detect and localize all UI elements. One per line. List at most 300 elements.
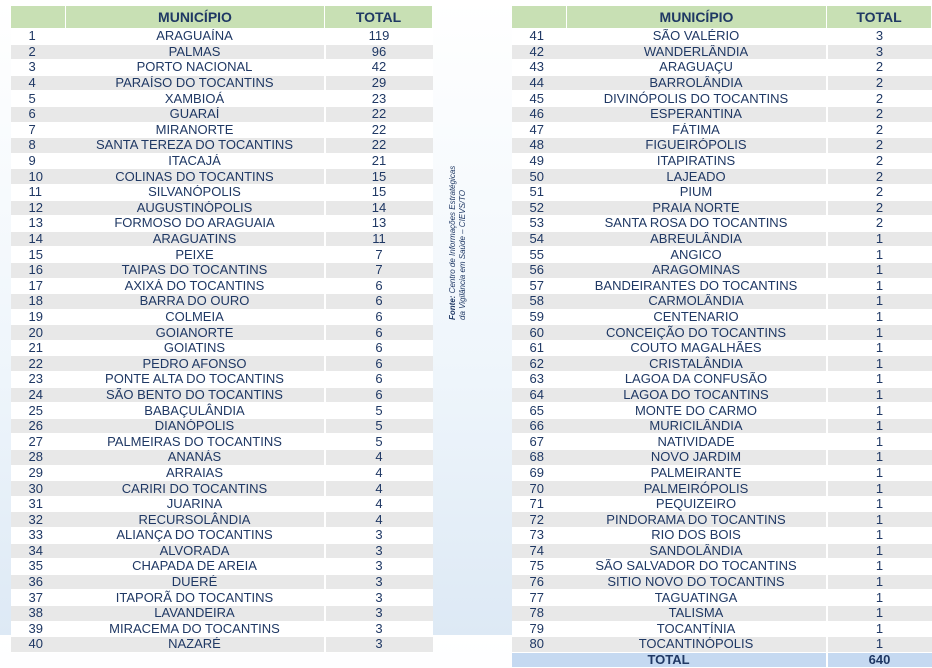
row-number: 80 <box>512 637 567 653</box>
table-row <box>512 418 932 434</box>
row-total: 29 <box>325 75 433 91</box>
row-municipio: NAZARÉ <box>66 637 325 653</box>
row-total: 1 <box>827 574 932 590</box>
row-municipio: PRAIA NORTE <box>567 200 827 216</box>
row-number: 54 <box>512 231 567 247</box>
row-number: 47 <box>512 122 567 138</box>
row-number: 59 <box>512 309 567 325</box>
table-row <box>512 216 932 232</box>
table-row <box>512 528 932 544</box>
table-row <box>512 340 932 356</box>
header-municipio: MUNICÍPIO <box>66 6 325 29</box>
row-municipio: SANDOLÂNDIA <box>567 543 827 559</box>
row-total: 21 <box>325 153 433 169</box>
row-number: 18 <box>11 294 66 310</box>
row-municipio: SANTA ROSA DO TOCANTINS <box>567 216 827 232</box>
row-number: 64 <box>512 387 567 403</box>
header-row <box>11 6 433 29</box>
table-right <box>511 5 932 668</box>
row-number: 32 <box>11 512 66 528</box>
row-number: 36 <box>11 574 66 590</box>
row-total: 1 <box>827 340 932 356</box>
table-row <box>512 403 932 419</box>
row-number: 27 <box>11 434 66 450</box>
table-row <box>512 574 932 590</box>
row-number: 22 <box>11 356 66 372</box>
row-total: 2 <box>827 60 932 76</box>
row-number: 23 <box>11 372 66 388</box>
table-row <box>11 44 433 60</box>
table-row <box>11 543 433 559</box>
row-number: 7 <box>11 122 66 138</box>
row-municipio: JUARINA <box>66 496 325 512</box>
table-row <box>512 91 932 107</box>
row-total: 4 <box>325 450 433 466</box>
row-total: 2 <box>827 153 932 169</box>
row-number: 41 <box>512 29 567 45</box>
table-row <box>11 106 433 122</box>
row-total: 3 <box>325 528 433 544</box>
table-row <box>512 29 932 45</box>
row-number: 76 <box>512 574 567 590</box>
right-body <box>512 29 932 653</box>
row-municipio: ITAPIRATINS <box>567 153 827 169</box>
row-municipio: SANTA TEREZA DO TOCANTINS <box>66 138 325 154</box>
header-num <box>512 6 567 29</box>
table-row <box>512 294 932 310</box>
source-note <box>448 120 468 320</box>
table-row <box>11 605 433 621</box>
row-municipio: NATIVIDADE <box>567 434 827 450</box>
row-number: 19 <box>11 309 66 325</box>
row-municipio: ESPERANTINA <box>567 106 827 122</box>
row-total: 13 <box>325 216 433 232</box>
row-total: 3 <box>325 605 433 621</box>
row-number: 28 <box>11 450 66 466</box>
source-line2: da Vigilância em Saúde – CIEVS/TO <box>458 190 467 320</box>
row-total: 1 <box>827 262 932 278</box>
row-number: 44 <box>512 75 567 91</box>
row-municipio: TALISMA <box>567 605 827 621</box>
row-municipio: ARAGUATINS <box>66 231 325 247</box>
row-municipio: PALMEIRANTE <box>567 465 827 481</box>
row-municipio: LAJEADO <box>567 169 827 185</box>
row-number: 17 <box>11 278 66 294</box>
table-row <box>512 231 932 247</box>
row-number: 13 <box>11 216 66 232</box>
row-municipio: CENTENARIO <box>567 309 827 325</box>
row-total: 2 <box>827 91 932 107</box>
row-total: 1 <box>827 450 932 466</box>
row-municipio: ALIANÇA DO TOCANTINS <box>66 528 325 544</box>
table-row <box>11 169 433 185</box>
row-total: 6 <box>325 372 433 388</box>
row-municipio: WANDERLÂNDIA <box>567 44 827 60</box>
row-municipio: LAGOA DA CONFUSÃO <box>567 372 827 388</box>
row-municipio: ARAGOMINAS <box>567 262 827 278</box>
row-total: 1 <box>827 231 932 247</box>
row-number: 4 <box>11 75 66 91</box>
table-row <box>512 138 932 154</box>
table-row <box>11 200 433 216</box>
header-num <box>11 6 66 29</box>
row-number: 55 <box>512 247 567 263</box>
row-total: 1 <box>827 465 932 481</box>
table-row <box>512 309 932 325</box>
row-total: 96 <box>325 44 433 60</box>
row-number: 31 <box>11 496 66 512</box>
row-municipio: DIVINÓPOLIS DO TOCANTINS <box>567 91 827 107</box>
row-number: 5 <box>11 91 66 107</box>
row-total: 3 <box>827 29 932 45</box>
table-row <box>512 44 932 60</box>
total-value: 640 <box>827 652 932 667</box>
row-total: 15 <box>325 184 433 200</box>
total-label: TOTAL <box>512 652 827 667</box>
row-municipio: CARMOLÂNDIA <box>567 294 827 310</box>
table-row <box>512 278 932 294</box>
row-total: 22 <box>325 106 433 122</box>
row-number: 71 <box>512 496 567 512</box>
row-number: 21 <box>11 340 66 356</box>
row-municipio: MIRACEMA DO TOCANTINS <box>66 621 325 637</box>
table-row <box>512 372 932 388</box>
row-municipio: MONTE DO CARMO <box>567 403 827 419</box>
row-municipio: MURICILÂNDIA <box>567 418 827 434</box>
row-municipio: PEDRO AFONSO <box>66 356 325 372</box>
row-number: 70 <box>512 481 567 497</box>
table-row <box>512 106 932 122</box>
row-number: 56 <box>512 262 567 278</box>
row-municipio: AUGUSTINÓPOLIS <box>66 200 325 216</box>
row-total: 1 <box>827 294 932 310</box>
row-municipio: CHAPADA DE AREIA <box>66 559 325 575</box>
row-number: 68 <box>512 450 567 466</box>
row-total: 2 <box>827 122 932 138</box>
row-number: 40 <box>11 637 66 653</box>
row-municipio: ITACAJÁ <box>66 153 325 169</box>
row-total: 7 <box>325 247 433 263</box>
row-total: 1 <box>827 559 932 575</box>
row-municipio: ARRAIAS <box>66 465 325 481</box>
row-total: 11 <box>325 231 433 247</box>
row-number: 39 <box>11 621 66 637</box>
row-municipio: PEIXE <box>66 247 325 263</box>
row-number: 30 <box>11 481 66 497</box>
row-municipio: TAIPAS DO TOCANTINS <box>66 262 325 278</box>
row-total: 2 <box>827 138 932 154</box>
row-municipio: FORMOSO DO ARAGUAIA <box>66 216 325 232</box>
row-municipio: GOIANORTE <box>66 325 325 341</box>
row-number: 10 <box>11 169 66 185</box>
table-row <box>11 434 433 450</box>
table-row <box>11 122 433 138</box>
row-number: 2 <box>11 44 66 60</box>
row-number: 9 <box>11 153 66 169</box>
row-number: 46 <box>512 106 567 122</box>
table-row <box>11 75 433 91</box>
table-row <box>11 465 433 481</box>
row-municipio: COLMEIA <box>66 309 325 325</box>
row-total: 14 <box>325 200 433 216</box>
row-total: 2 <box>827 200 932 216</box>
table-row <box>11 325 433 341</box>
row-number: 60 <box>512 325 567 341</box>
table-row <box>11 340 433 356</box>
row-municipio: ITAPORÃ DO TOCANTINS <box>66 590 325 606</box>
row-number: 20 <box>11 325 66 341</box>
row-total: 6 <box>325 340 433 356</box>
row-total: 3 <box>325 574 433 590</box>
table-row <box>11 528 433 544</box>
table-row <box>512 465 932 481</box>
table-row <box>11 278 433 294</box>
row-total: 1 <box>827 387 932 403</box>
table-row <box>512 590 932 606</box>
row-municipio: BARRA DO OURO <box>66 294 325 310</box>
table-row <box>512 543 932 559</box>
row-total: 5 <box>325 434 433 450</box>
row-number: 12 <box>11 200 66 216</box>
row-municipio: PONTE ALTA DO TOCANTINS <box>66 372 325 388</box>
row-number: 8 <box>11 138 66 154</box>
row-municipio: ABREULÂNDIA <box>567 231 827 247</box>
table-row <box>512 262 932 278</box>
row-number: 49 <box>512 153 567 169</box>
table-row <box>11 481 433 497</box>
row-number: 34 <box>11 543 66 559</box>
table-row <box>512 122 932 138</box>
row-number: 66 <box>512 418 567 434</box>
row-total: 3 <box>325 637 433 653</box>
row-total: 7 <box>325 262 433 278</box>
row-total: 6 <box>325 387 433 403</box>
row-number: 73 <box>512 528 567 544</box>
row-total: 15 <box>325 169 433 185</box>
row-total: 1 <box>827 543 932 559</box>
row-municipio: PARAÍSO DO TOCANTINS <box>66 75 325 91</box>
row-number: 29 <box>11 465 66 481</box>
row-total: 4 <box>325 512 433 528</box>
row-total: 1 <box>827 637 932 653</box>
row-number: 24 <box>11 387 66 403</box>
row-number: 15 <box>11 247 66 263</box>
row-number: 26 <box>11 418 66 434</box>
row-number: 65 <box>512 403 567 419</box>
header-municipio: MUNICÍPIO <box>567 6 827 29</box>
row-number: 61 <box>512 340 567 356</box>
row-municipio: ANANÁS <box>66 450 325 466</box>
row-municipio: TOCANTÍNIA <box>567 621 827 637</box>
table-row <box>11 559 433 575</box>
table-row <box>512 75 932 91</box>
row-municipio: ARAGUAÍNA <box>66 29 325 45</box>
row-municipio: DIANÓPOLIS <box>66 418 325 434</box>
row-municipio: COUTO MAGALHÃES <box>567 340 827 356</box>
table-row <box>11 247 433 263</box>
table-row <box>512 184 932 200</box>
source-line1: Centro de Informações Estratégicas <box>448 165 457 294</box>
table-row <box>11 621 433 637</box>
row-total: 2 <box>827 106 932 122</box>
table-row <box>11 590 433 606</box>
table-row <box>11 60 433 76</box>
row-total: 22 <box>325 138 433 154</box>
table-row <box>11 356 433 372</box>
row-municipio: PORTO NACIONAL <box>66 60 325 76</box>
row-municipio: ARAGUAÇU <box>567 60 827 76</box>
row-total: 3 <box>325 621 433 637</box>
row-total: 6 <box>325 278 433 294</box>
row-municipio: BARROLÂNDIA <box>567 75 827 91</box>
row-total: 1 <box>827 496 932 512</box>
total-row <box>512 652 932 667</box>
table-row <box>512 153 932 169</box>
table-row <box>11 309 433 325</box>
row-number: 48 <box>512 138 567 154</box>
row-total: 1 <box>827 590 932 606</box>
table-row <box>11 91 433 107</box>
row-number: 11 <box>11 184 66 200</box>
row-municipio: SILVANÓPOLIS <box>66 184 325 200</box>
row-number: 6 <box>11 106 66 122</box>
row-municipio: MIRANORTE <box>66 122 325 138</box>
table-row <box>512 387 932 403</box>
row-number: 16 <box>11 262 66 278</box>
row-total: 1 <box>827 434 932 450</box>
header-total: TOTAL <box>325 6 433 29</box>
table-row <box>512 559 932 575</box>
row-municipio: SÃO VALÉRIO <box>567 29 827 45</box>
row-number: 42 <box>512 44 567 60</box>
table-row <box>11 372 433 388</box>
row-number: 52 <box>512 200 567 216</box>
row-number: 74 <box>512 543 567 559</box>
row-number: 75 <box>512 559 567 575</box>
row-municipio: PEQUIZEIRO <box>567 496 827 512</box>
row-total: 1 <box>827 418 932 434</box>
row-total: 2 <box>827 184 932 200</box>
row-number: 72 <box>512 512 567 528</box>
row-total: 1 <box>827 621 932 637</box>
source-prefix: Fonte: <box>448 295 457 320</box>
row-total: 3 <box>325 543 433 559</box>
row-municipio: CARIRI DO TOCANTINS <box>66 481 325 497</box>
row-municipio: ALVORADA <box>66 543 325 559</box>
row-total: 2 <box>827 216 932 232</box>
row-total: 1 <box>827 278 932 294</box>
row-municipio: FIGUEIRÓPOLIS <box>567 138 827 154</box>
table-row <box>11 29 433 45</box>
row-municipio: TOCANTINÓPOLIS <box>567 637 827 653</box>
table-row <box>11 574 433 590</box>
table-row <box>11 294 433 310</box>
row-total: 1 <box>827 247 932 263</box>
row-municipio: RIO DOS BOIS <box>567 528 827 544</box>
table-row <box>512 200 932 216</box>
row-municipio: LAGOA DO TOCANTINS <box>567 387 827 403</box>
table-row <box>512 481 932 497</box>
row-number: 35 <box>11 559 66 575</box>
row-number: 69 <box>512 465 567 481</box>
row-municipio: GOIATINS <box>66 340 325 356</box>
row-municipio: XAMBIOÁ <box>66 91 325 107</box>
row-number: 1 <box>11 29 66 45</box>
row-total: 5 <box>325 403 433 419</box>
row-total: 4 <box>325 465 433 481</box>
row-total: 6 <box>325 309 433 325</box>
row-number: 58 <box>512 294 567 310</box>
row-total: 119 <box>325 29 433 45</box>
table-row <box>11 216 433 232</box>
left-body <box>11 29 433 653</box>
row-number: 50 <box>512 169 567 185</box>
row-municipio: NOVO JARDIM <box>567 450 827 466</box>
row-municipio: PALMEIRAS DO TOCANTINS <box>66 434 325 450</box>
row-number: 62 <box>512 356 567 372</box>
row-number: 38 <box>11 605 66 621</box>
table-row <box>512 621 932 637</box>
table-row <box>11 262 433 278</box>
header-total: TOTAL <box>827 6 932 29</box>
row-municipio: PALMAS <box>66 44 325 60</box>
row-total: 5 <box>325 418 433 434</box>
row-number: 14 <box>11 231 66 247</box>
row-municipio: TAGUATINGA <box>567 590 827 606</box>
table-left <box>10 5 433 653</box>
row-total: 1 <box>827 481 932 497</box>
row-total: 3 <box>325 559 433 575</box>
row-municipio: AXIXÁ DO TOCANTINS <box>66 278 325 294</box>
row-total: 1 <box>827 605 932 621</box>
row-municipio: PALMEIRÓPOLIS <box>567 481 827 497</box>
row-municipio: CRISTALÂNDIA <box>567 356 827 372</box>
table-row <box>512 512 932 528</box>
row-municipio: BANDEIRANTES DO TOCANTINS <box>567 278 827 294</box>
row-municipio: SITIO NOVO DO TOCANTINS <box>567 574 827 590</box>
table-row <box>11 450 433 466</box>
table-row <box>512 356 932 372</box>
table-row <box>11 403 433 419</box>
table-row <box>11 418 433 434</box>
row-number: 77 <box>512 590 567 606</box>
table-row <box>512 247 932 263</box>
row-total: 1 <box>827 325 932 341</box>
table-row <box>512 496 932 512</box>
row-number: 57 <box>512 278 567 294</box>
row-total: 2 <box>827 169 932 185</box>
row-total: 1 <box>827 403 932 419</box>
row-number: 25 <box>11 403 66 419</box>
row-municipio: CONCEIÇÃO DO TOCANTINS <box>567 325 827 341</box>
row-municipio: SÃO SALVADOR DO TOCANTINS <box>567 559 827 575</box>
row-number: 67 <box>512 434 567 450</box>
row-total: 22 <box>325 122 433 138</box>
row-number: 79 <box>512 621 567 637</box>
table-row <box>512 605 932 621</box>
row-municipio: DUERÉ <box>66 574 325 590</box>
row-municipio: GUARAÍ <box>66 106 325 122</box>
table-row <box>512 450 932 466</box>
row-total: 1 <box>827 356 932 372</box>
row-total: 2 <box>827 75 932 91</box>
row-total: 1 <box>827 372 932 388</box>
row-total: 42 <box>325 60 433 76</box>
row-total: 3 <box>325 590 433 606</box>
row-total: 1 <box>827 528 932 544</box>
table-row <box>512 325 932 341</box>
table-row <box>512 169 932 185</box>
